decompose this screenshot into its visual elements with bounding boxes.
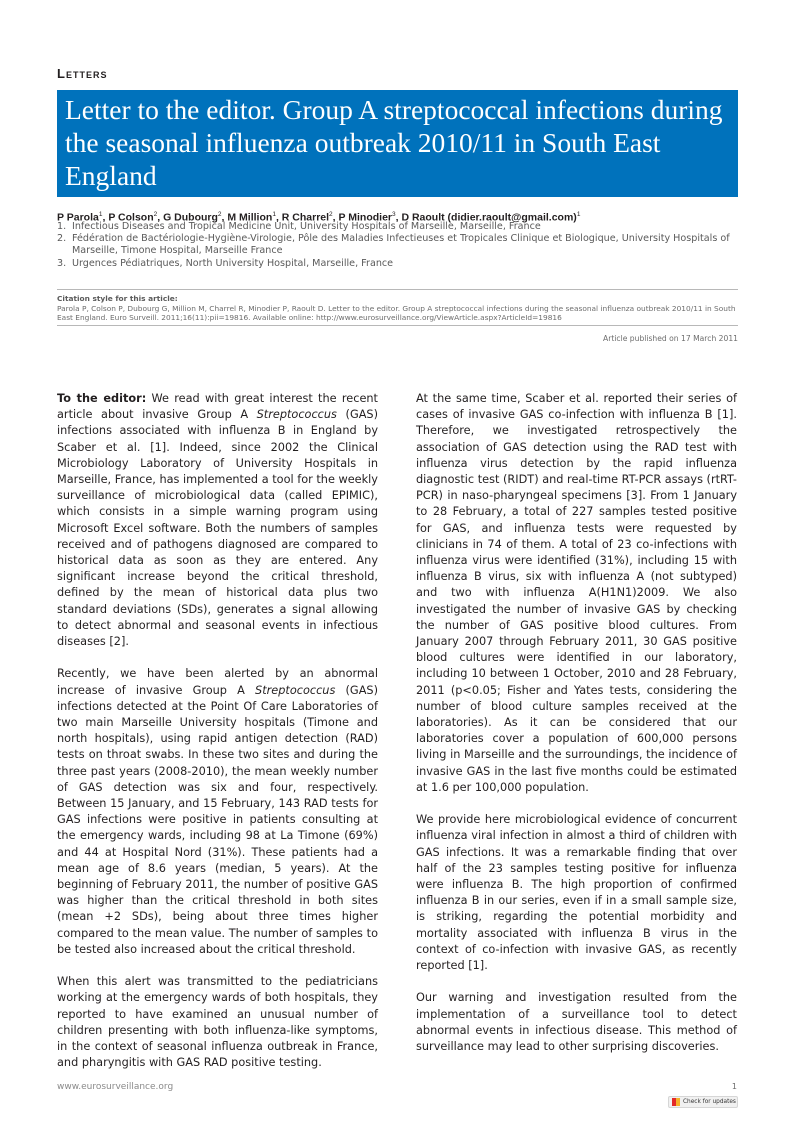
author-name: P Minodier: [338, 211, 392, 224]
species-name: Streptococcus: [255, 683, 336, 697]
affiliation-text: Fédération de Bactériologie-Hygiène-Virologie, Pôle des Maladies Infectieuses et Tropicales Clinique et Biologique, University Hospitals of Marseille, Timone Hospital, Marseille France: [72, 233, 730, 257]
affiliation-item: [57, 233, 747, 257]
author-affiliation-ref: 1: [576, 211, 581, 218]
section-label: Letters: [57, 66, 108, 81]
published-date: Article published on 17 March 2011: [603, 334, 738, 343]
author-affiliation-ref: 2: [329, 211, 333, 218]
paragraph-text: (GAS) infections detected at the Point Of Care Laboratories of two main Marseille University hospitals (Timone and north hospitals), using rapid antigen detection (RAD) tests on throat swabs. In these two sites and during the three past years (2008-2010), the mean weekly number of GAS detection was six and four, respectively. Between 15 January, and 15 February, 143 RAD tests for GAS infections were positive in patients consulting at the emergency wards, including 98 at La Timone (69%) and 44 at Hospital Nord (31%). These patients had a mean age of 8.6 years (median, 5 years). At the beginning of February 2011, the number of positive GAS was higher than the critical threshold in both sites (mean +2 SDs), being about three times higher compared to the mean value. The number of samples to be tested also increased about the critical threshold.: [57, 683, 378, 956]
check-for-updates-label: Check for updates: [683, 1099, 736, 1105]
page-number: 1: [731, 1082, 737, 1091]
affiliation-item: [57, 221, 747, 233]
body-column-right: [416, 391, 737, 1071]
salutation: To the editor:: [57, 392, 147, 405]
author-name: M Million: [227, 211, 273, 224]
author-name: P Colson: [108, 211, 154, 224]
article-title: Letter to the editor. Group A streptococcal infections during the seasonal influenza outbreak 2010/11 in South East England: [65, 94, 723, 191]
author-affiliation-ref: 2: [153, 211, 158, 218]
body-paragraph: At the same time, Scaber et al. reported their series of cases of invasive GAS co-infection with influenza B [1]. Therefore, we investigated retrospectively the association of GAS detection using the RAD test with influenza virus detection by the rapid influenza diagnostic test (RIDT) and real-time RT-PCR assays (rtRT-PCR) in naso-pharyngeal specimens [3]. From 1 January to 28 February, a total of 227 samples tested positive for GAS, and influenza tests were requested by clinicians in 74 of them. A total of 23 co-infections with influenza virus were identified (31%), including 15 with influenza B virus, six with influenza A (not subtyped) and two with influenza A(H1N1)2009. We also investigated the number of invasive GAS by checking the number of GAS positive blood cultures. From January 2007 through February 2011, 30 GAS positive blood cultures were identified in our laboratory, including 10 between 1 October, 2010 and 28 February, 2011 (p<0.05; Fisher and Yates tests, considering the number of blood culture samples received at the laboratories). As it can be considered that our laboratories cover a population of 600,000 persons living in Marseille and the surroundings, the incidence of invasive GAS in the last five months could be estimated at 1.6 per 100,000 population.: [416, 392, 737, 794]
paragraph-text: (GAS) infections associated with influenza B in England by Scaber et al. [1]. Indeed, since 2002 the Clinical Microbiology Laboratory of University Hospitals in Marseille, France, has implemented a tool for the weekly surveillance of microbiological data (called EPIMIC), which consists in a simple warning program using Microsoft Excel software. Both the numbers of samples received and of pathogens diagnosed are compared to historical data as soon as they are entered. Any significant increase beyond the critical threshold, defined by the mean of historical data plus two standard deviations (SDs), generates a signal allowing to detect abnormal and seasonal events in infectious diseases [2].: [57, 408, 379, 649]
author-list: P Parola$^1$, P Colson$^2$, G Dubourg$^2$, M Million$^1$, R Charrel$^2$, P Minodier$^3$, D Raoult (didier.raoult@gmail.com)$^1$: [57, 211, 581, 224]
citation-label: Citation style for this article:: [57, 294, 178, 303]
body-paragraph: When this alert was transmitted to the pediatricians working at the emergency wards of both hospitals, they reported to have examined an unusual number of children presenting with both influenza-like symptoms, in the context of seasonal influenza outbreak in France, and pharyngitis with GAS RAD positive testing.: [57, 975, 378, 1070]
author-name: G Dubourg: [163, 211, 218, 224]
author-affiliation-ref: 2: [217, 211, 222, 218]
body-paragraph: [57, 666, 378, 958]
affiliation-text: Infectious Diseases and Tropical Medicine Unit, University Hospitals of Marseille, Marseille, France: [72, 221, 541, 232]
crossmark-icon: [672, 1098, 680, 1106]
body-paragraph: [57, 391, 378, 650]
title-banner: [57, 90, 738, 197]
affiliation-list: [57, 221, 747, 270]
author-affiliation-ref: 1: [272, 211, 276, 218]
body-paragraph: We provide here microbiological evidence of concurrent influenza viral infection in almost a third of children with GAS infections. It was a remarkable finding that over half of the 23 samples testing positive for influenza were influenza B. The high proportion of confirmed influenza B in our series, even if in a small sample size, is striking, regarding the potential morbidity and mortality associated with influenza B virus in the context of co-infection with invasive GAS, as recently reported [1].: [416, 813, 737, 973]
author-affiliation-ref: 1: [98, 211, 103, 218]
citation-block: [57, 294, 742, 323]
footer-url[interactable]: www.eurosurveillance.org: [57, 1082, 174, 1092]
affiliation-item: [57, 258, 747, 270]
affiliation-number: 2.: [57, 233, 67, 245]
paragraph-text: We read with great interest the recent article about invasive Group A: [57, 392, 378, 422]
citation-text: Parola P, Colson P, Dubourg G, Million M, Charrel R, Minodier P, Raoult D. Letter to the editor. Group A streptococcal infections during the seasonal influenza outbreak 2010/11 in South East England. Euro Surveill. 2011;16(11):pii=19816. Available online: http://www.eurosurveillance.org/ViewArticle.aspx?ArticleId=19816: [57, 303, 736, 323]
species-name: Streptococcus: [256, 408, 337, 422]
paragraph-text: Recently, we have been alerted by an abnormal increase of invasive Group A: [57, 667, 378, 697]
divider: [57, 325, 738, 326]
author-name: R Charrel: [281, 211, 330, 224]
author-affiliation-ref: 3: [392, 211, 396, 218]
body-column-left: [57, 391, 378, 1088]
body-paragraph: Our warning and investigation resulted from the implementation of a surveillance tool to detect abnormal events in infectious disease. This method of surveillance may lead to other surprising discoveries.: [416, 991, 737, 1054]
check-for-updates-button[interactable]: [668, 1096, 738, 1108]
author-name: D Raoult (didier.raoult@gmail.com): [401, 211, 577, 224]
affiliation-number: 1.: [57, 221, 67, 232]
affiliation-text: Urgences Pédiatriques, North University Hospital, Marseille, France: [72, 257, 394, 269]
author-name: P Parola: [57, 211, 99, 224]
divider: [57, 289, 738, 290]
affiliation-number: 3.: [57, 257, 67, 269]
